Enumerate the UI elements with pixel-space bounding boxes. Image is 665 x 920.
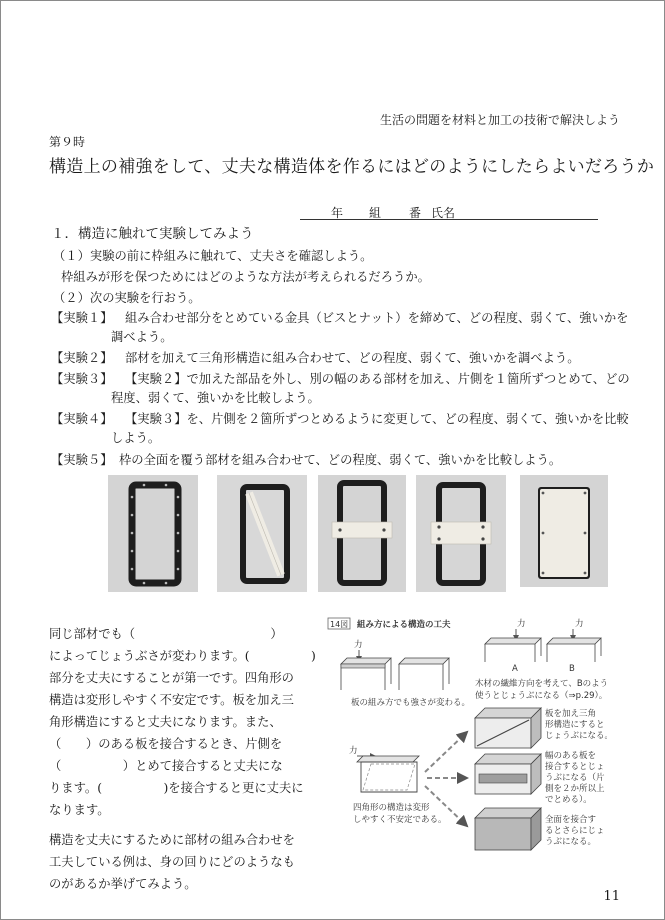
experiment-1-text: 組み合わせ部分をとめている金具（ビスとナット）を締めて、どの程度、弱くて、強いかを [125, 311, 629, 325]
note-wide-2: 接合するとじょ [545, 762, 605, 772]
note-wide-4: 側を２か所以上 [545, 784, 605, 794]
experiment-3-label: 【実験３】 [51, 372, 113, 386]
question-line-3: のがあるか挙げてみよう。 [49, 877, 197, 891]
experiment-1-text-cont: 調べよう。 [111, 330, 173, 344]
force-label-1: 力 [354, 640, 363, 650]
step-1: （１）実験の前に枠組みに触れて、丈夫さを確認しよう。 [53, 249, 373, 263]
note-triangle-3: じょうぶになる。 [545, 731, 607, 741]
experiment-1-label: 【実験１】 [51, 311, 113, 325]
note-wide-1: 幅のある板を [545, 751, 597, 761]
experiment-4-text-cont: しよう。 [111, 431, 161, 445]
note-full-1: 全面を接合す [545, 815, 597, 825]
experiment-5-label: 【実験５】 [51, 453, 113, 467]
year-label: 年 [331, 206, 344, 220]
student-name-line[interactable] [300, 204, 598, 220]
experiment-4-text: 【実験３】を、片側を２箇所ずつとめるように変更して、どの程度、弱くて、強いかを比較 [125, 412, 629, 426]
name-label: 氏名 [431, 206, 456, 220]
label-b: B [569, 664, 575, 674]
photo-experiment-4 [416, 475, 506, 592]
fill-in-line-7: （ ）とめて接合すると丈夫にな [49, 759, 283, 773]
force-label-3: 力 [575, 619, 584, 629]
caption-boards: 板の組み方でも強さが変わる。 [351, 698, 471, 708]
fill-in-line-2: によってじょうぶさが変わります。( ) [49, 649, 316, 663]
photo-experiment-5 [520, 475, 608, 587]
fill-in-line-9: なります。 [49, 803, 110, 817]
note-triangle-2: 形構造にすると [545, 720, 605, 730]
experiment-2-text: 部材を加えて三角形構造に組み合わせて、どの程度、弱くて、強いかを調べよう。 [125, 351, 580, 365]
lesson-number: 第９時 [49, 135, 86, 149]
force-label-4: 力 [349, 746, 358, 756]
caption-square-2: しやすく不安定である。 [353, 815, 447, 825]
question-line-2: 工夫している例は、身の回りにどのようなも [49, 855, 295, 869]
note-full-2: るとさらにじょ [545, 826, 605, 836]
section-heading: １．構造に触れて実験してみよう [51, 226, 254, 242]
caption-grain-1: 木材の繊維方向を考えて、Bのように [475, 679, 607, 689]
photo-experiment-2 [217, 475, 307, 592]
caption-square-1: 四角形の構造は変形 [353, 803, 430, 813]
photo-experiment-1 [108, 475, 198, 592]
experiment-3-text-cont: 程度、弱くて、強いかを比較しよう。 [111, 391, 320, 405]
class-label: 組 [369, 206, 382, 220]
note-wide-5: でとめる）。 [545, 795, 592, 805]
question-line-1: 構造を丈夫にするために部材の組み合わせを [49, 833, 295, 847]
experiment-2-label: 【実験２】 [51, 351, 113, 365]
note-wide-3: うぶになる（片 [545, 773, 605, 783]
fill-in-line-8: ります。( )を接合すると更に丈夫に [49, 781, 304, 795]
figure-title: 組み方による構造の工夫 [357, 620, 451, 630]
page-title: 構造上の補強をして、丈夫な構造体を作るにはどのようにしたらよいだろうか [49, 157, 655, 177]
experiment-5-text: 枠の全面を覆う部材を組み合わせて、どの程度、弱くて、強いかを比較しよう。 [119, 453, 562, 467]
fill-in-line-6: （ ）のある板を接合するとき、片側を [49, 737, 283, 751]
note-triangle-1: 板を加え三角 [545, 709, 597, 719]
note-full-3: うぶになる。 [545, 837, 597, 847]
step-1-question: 枠組みが形を保つためにはどのような方法が考えられるだろうか。 [61, 270, 430, 284]
structure-figure [327, 614, 607, 882]
page-number: 11 [603, 889, 620, 904]
figure-number: 14図 [330, 620, 349, 629]
fill-in-line-1: 同じ部材でも（ ） [49, 627, 283, 641]
fill-in-line-5: 角形構造にすると丈夫になります。また、 [49, 715, 282, 729]
unit-subtitle: 生活の問題を材料と加工の技術で解決しよう [379, 113, 620, 127]
force-label-2: 力 [517, 619, 526, 629]
experiment-3-text: 【実験２】で加えた部品を外し、別の幅のある部材を加え、片側を１箇所ずつとめて、どの [125, 372, 630, 386]
caption-grain-2: 使うとじょうぶになる（⇒p.29）。 [475, 691, 607, 701]
fill-in-line-3: 部分を丈夫にすることが第一です。四角形の [49, 671, 294, 685]
number-label: 番 [409, 206, 422, 220]
label-a: A [512, 664, 518, 674]
step-2: （２）次の実験を行おう。 [53, 291, 201, 305]
photo-experiment-3 [318, 475, 406, 592]
experiment-4-label: 【実験４】 [51, 412, 113, 426]
fill-in-line-4: 構造は変形しやすく不安定です。板を加え三 [49, 693, 294, 707]
